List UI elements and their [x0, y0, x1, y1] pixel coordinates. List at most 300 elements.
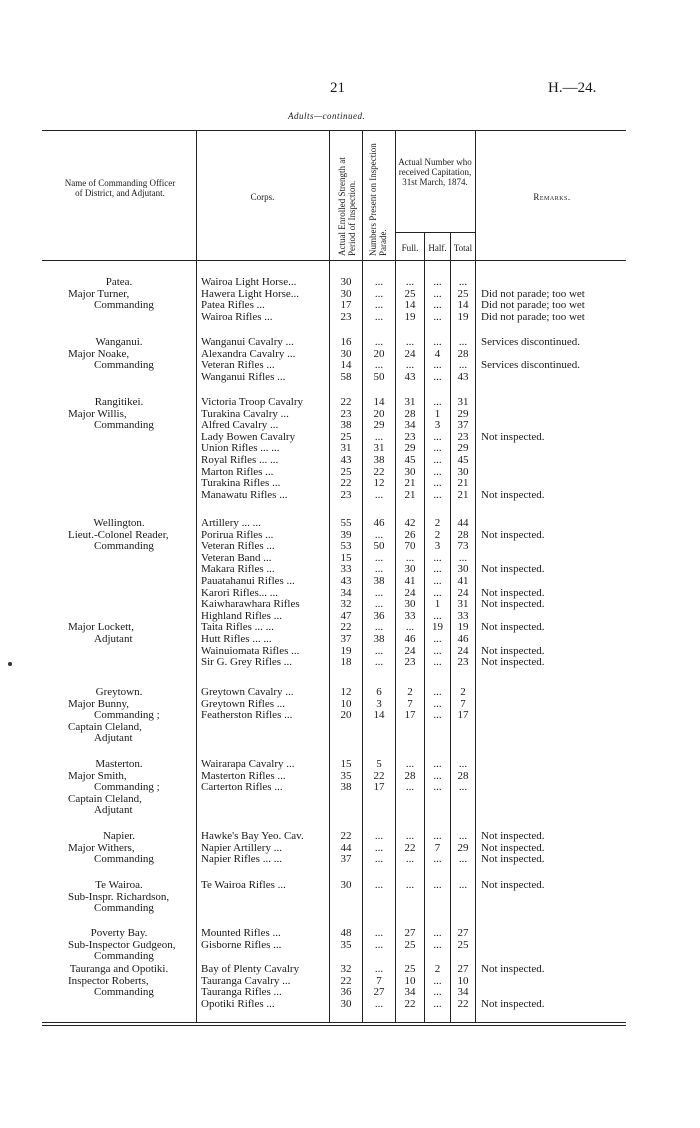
corps-cell: Wairarapa Cavalry ... — [201, 758, 295, 770]
enrolled-cell: 44 — [340, 841, 352, 854]
total-cell: 21 — [457, 488, 469, 501]
enrolled-cell: 43 — [340, 454, 352, 466]
enrolled-cell: 34 — [340, 586, 352, 599]
corps-cell: Highland Rifles ... — [201, 609, 282, 622]
commander-line: Commanding — [94, 540, 154, 553]
full-cell: 34 — [404, 419, 416, 432]
enrolled-cell: 15 — [340, 551, 352, 564]
half-cell: ... — [433, 758, 442, 770]
commander-line: Major Noake, — [68, 347, 130, 360]
total-cell: ... — [458, 336, 468, 348]
total-cell: 45 — [457, 454, 469, 466]
commander-line: Commanding ; — [94, 709, 160, 722]
total-cell: 28 — [457, 769, 469, 782]
corps-cell: Greytown Rifles ... — [201, 697, 286, 710]
present-cell: 22 — [373, 769, 385, 782]
full-cell: 27 — [404, 927, 416, 939]
enrolled-cell: 35 — [340, 769, 352, 782]
present-cell: ... — [374, 841, 384, 854]
full-cell: 19 — [404, 310, 416, 323]
full-cell: 24 — [404, 644, 416, 657]
corps-cell: Union Rifles ... ... — [201, 442, 280, 455]
corps-cell: Wainuiomata Rifles ... — [201, 644, 300, 657]
present-cell: ... — [374, 879, 384, 891]
full-cell: ... — [405, 359, 415, 372]
present-cell: ... — [374, 853, 384, 866]
present-cell: 38 — [373, 633, 385, 645]
half-cell: ... — [433, 830, 442, 842]
full-cell: 23 — [404, 656, 416, 669]
corps-cell: Royal Rifles ... ... — [201, 454, 279, 466]
enrolled-cell: 25 — [340, 430, 352, 443]
corps-cell: Masterton Rifles ... — [201, 769, 286, 782]
col-header-total: Total — [453, 243, 473, 253]
col-header-remarks: Remarks. — [533, 192, 571, 202]
corps-cell: Makara Rifles ... — [201, 563, 275, 576]
present-cell: 50 — [373, 370, 385, 383]
total-cell: 24 — [457, 644, 469, 657]
page-number: 21 — [330, 80, 345, 96]
corps-cell: Kaiwharawhara Rifles — [201, 598, 300, 611]
col-header-commander: Name of Commanding Officer of District, and Adjutant. — [64, 178, 176, 198]
remarks-cell: Not inspected. — [481, 586, 545, 599]
half-cell: ... — [433, 686, 442, 698]
full-cell: 7 — [407, 697, 413, 710]
half-cell: ... — [433, 853, 442, 866]
enrolled-cell: 39 — [340, 528, 352, 541]
total-cell: 2 — [460, 686, 466, 698]
col-divider — [329, 130, 330, 1022]
total-cell: 27 — [457, 963, 469, 975]
enrolled-cell: 33 — [340, 563, 352, 576]
commander-line: Adjutant — [94, 633, 133, 645]
capitation-subheader-rule — [395, 232, 475, 233]
present-cell: 12 — [373, 477, 385, 490]
half-cell: 2 — [434, 517, 441, 529]
col-divider — [196, 130, 197, 1022]
commander-line: Major Bunny, — [68, 697, 130, 710]
full-cell: 26 — [404, 528, 416, 541]
enrolled-cell: 55 — [340, 517, 352, 529]
corps-cell: Hawera Light Horse... — [201, 287, 300, 300]
commander-line: Rangitikei. — [94, 396, 144, 408]
full-cell: 21 — [404, 488, 416, 501]
col-divider — [475, 130, 476, 1022]
present-cell: ... — [374, 830, 384, 842]
half-cell: ... — [433, 551, 442, 564]
half-cell: ... — [433, 477, 442, 490]
enrolled-cell: 23 — [340, 488, 352, 501]
enrolled-cell: 37 — [340, 853, 352, 866]
half-cell: 1 — [434, 407, 441, 420]
present-cell: 3 — [376, 697, 382, 710]
half-cell: ... — [433, 396, 442, 408]
remarks-cell: Not inspected. — [481, 644, 545, 657]
commander-line: Wanganui. — [95, 336, 143, 348]
present-cell: ... — [374, 598, 384, 611]
present-cell: ... — [374, 276, 384, 288]
present-cell: ... — [374, 963, 384, 975]
corps-cell: Mounted Rifles ... — [201, 927, 281, 939]
present-cell: ... — [374, 656, 384, 669]
full-cell: 70 — [404, 540, 416, 553]
col-header-corps: Corps. — [250, 192, 275, 202]
remarks-cell: Did not parade; too wet — [481, 299, 585, 312]
commander-line: Masterton. — [95, 758, 143, 770]
half-cell: ... — [433, 974, 442, 987]
half-cell: ... — [433, 336, 442, 348]
present-cell: 38 — [373, 575, 385, 587]
enrolled-cell: 36 — [340, 986, 352, 999]
present-cell: ... — [374, 927, 384, 939]
full-cell: 28 — [404, 769, 416, 782]
half-cell: 2 — [434, 528, 441, 541]
half-cell: ... — [433, 276, 442, 288]
present-cell: ... — [374, 528, 384, 541]
half-cell: ... — [433, 442, 442, 455]
col-header-half: Half. — [428, 243, 447, 253]
total-cell: ... — [458, 359, 468, 372]
table-bottom-rule-2 — [42, 1025, 626, 1026]
present-cell: 6 — [376, 686, 382, 698]
full-cell: 31 — [404, 396, 416, 408]
corps-cell: Marton Rifles ... — [201, 465, 274, 478]
total-cell: 30 — [457, 563, 469, 576]
total-cell: 25 — [457, 938, 469, 951]
full-cell: 2 — [407, 686, 413, 698]
enrolled-cell: 22 — [340, 477, 352, 490]
present-cell: 22 — [373, 465, 385, 478]
remarks-cell: Not inspected. — [481, 841, 545, 854]
commander-line: Te Wairoa. — [95, 879, 143, 891]
commander-line: Adjutant — [94, 804, 133, 817]
full-cell: ... — [405, 336, 415, 348]
enrolled-cell: 53 — [340, 540, 352, 553]
commander-line: Commanding — [94, 359, 154, 372]
half-cell: 1 — [434, 598, 441, 611]
present-cell: 17 — [373, 781, 385, 794]
half-cell: ... — [433, 488, 442, 501]
commander-line: Sub-Inspector Gudgeon, — [68, 938, 176, 951]
present-cell: ... — [374, 310, 384, 323]
remarks-cell: Not inspected. — [481, 621, 545, 634]
total-cell: 73 — [457, 540, 469, 553]
half-cell: 4 — [434, 347, 441, 360]
full-cell: ... — [405, 781, 415, 794]
half-cell: ... — [433, 609, 442, 622]
remarks-cell: Not inspected. — [481, 563, 545, 576]
present-cell: ... — [374, 997, 384, 1010]
half-cell: ... — [433, 563, 442, 576]
full-cell: ... — [405, 551, 415, 564]
corps-cell: Gisborne Rifles ... — [201, 938, 282, 951]
remarks-cell: Did not parade; too wet — [481, 310, 585, 323]
remarks-cell: Did not parade; too wet — [481, 287, 585, 300]
half-cell: 2 — [434, 963, 441, 975]
header-bottom-rule — [42, 260, 626, 261]
half-cell: ... — [433, 938, 442, 951]
half-cell: ... — [433, 575, 442, 587]
table-subtitle: Adults—continued. — [288, 111, 366, 121]
total-cell: 34 — [457, 986, 469, 999]
col-header-full: Full. — [401, 243, 419, 253]
table-top-rule — [42, 130, 626, 131]
full-cell: 34 — [404, 986, 416, 999]
full-cell: 22 — [404, 997, 416, 1010]
present-cell: 36 — [373, 609, 385, 622]
commander-line: Major Lockett, — [68, 621, 134, 634]
corps-cell: Taita Rifles ... ... — [201, 621, 274, 634]
enrolled-cell: 30 — [340, 879, 352, 891]
enrolled-cell: 22 — [340, 621, 352, 634]
half-cell: ... — [433, 287, 442, 300]
total-cell: 31 — [457, 598, 469, 611]
corps-cell: Greytown Cavalry ... — [201, 686, 294, 698]
corps-cell: Artillery ... ... — [201, 517, 261, 529]
total-cell: 43 — [457, 370, 469, 383]
total-cell: 29 — [457, 407, 469, 420]
corps-cell: Veteran Band ... — [201, 551, 272, 564]
enrolled-cell: 22 — [340, 830, 352, 842]
present-cell: 14 — [373, 709, 385, 722]
total-cell: ... — [458, 879, 468, 891]
half-cell: ... — [433, 370, 442, 383]
col-header-enrolled: Actual Enrolled Strength at Period of Inspection. — [337, 157, 357, 256]
corps-cell: Carterton Rifles ... — [201, 781, 283, 794]
corps-cell: Veteran Rifles ... — [201, 359, 275, 372]
total-cell: 21 — [457, 477, 469, 490]
remarks-cell: Not inspected. — [481, 528, 545, 541]
total-cell: ... — [458, 551, 468, 564]
total-cell: 28 — [457, 528, 469, 541]
half-cell: ... — [433, 310, 442, 323]
commander-line: Lieut.-Colonel Reader, — [68, 528, 169, 541]
col-header-capitation: Actual Number who received Capitation, 31st March, 1874. — [398, 157, 472, 187]
full-cell: 41 — [404, 575, 416, 587]
commander-line: Wellington. — [93, 517, 145, 529]
remarks-cell: Not inspected. — [481, 963, 545, 975]
total-cell: 10 — [457, 974, 469, 987]
total-cell: ... — [458, 276, 468, 288]
half-cell: ... — [433, 465, 442, 478]
commander-line: Commanding — [94, 902, 154, 915]
full-cell: 30 — [404, 465, 416, 478]
enrolled-cell: 30 — [340, 997, 352, 1010]
corps-cell: Karori Rifles... ... — [201, 586, 278, 599]
present-cell: ... — [374, 621, 384, 634]
full-cell: 25 — [404, 938, 416, 951]
margin-dot — [8, 662, 12, 666]
full-cell: 14 — [404, 299, 416, 312]
enrolled-cell: 23 — [340, 310, 352, 323]
full-cell: 25 — [404, 287, 416, 300]
half-cell: ... — [433, 781, 442, 794]
half-cell: ... — [433, 359, 442, 372]
present-cell: ... — [374, 586, 384, 599]
enrolled-cell: 20 — [340, 709, 352, 722]
commander-line: Sub-Inspr. Richardson, — [68, 890, 170, 903]
total-cell: 44 — [457, 517, 469, 529]
full-cell: 25 — [404, 963, 416, 975]
present-cell: 38 — [373, 454, 385, 466]
enrolled-cell: 18 — [340, 656, 352, 669]
enrolled-cell: 14 — [340, 359, 352, 372]
remarks-cell: Not inspected. — [481, 598, 545, 611]
enrolled-cell: 30 — [340, 347, 352, 360]
corps-cell: Napier Artillery ... — [201, 841, 282, 854]
commander-line: Major Willis, — [68, 407, 127, 420]
corps-cell: Opotiki Rifles ... — [201, 997, 275, 1010]
commander-line: Napier. — [102, 830, 136, 842]
total-cell: 37 — [457, 419, 469, 432]
half-cell: ... — [433, 697, 442, 710]
present-cell: 7 — [376, 974, 382, 987]
enrolled-cell: 10 — [340, 697, 352, 710]
half-cell: ... — [433, 927, 442, 939]
commander-line: Inspector Roberts, — [68, 974, 149, 987]
remarks-cell: Not inspected. — [481, 656, 545, 669]
corps-cell: Manawatu Rifles ... — [201, 488, 288, 501]
remarks-cell: Not inspected. — [481, 830, 545, 842]
full-cell: 10 — [404, 974, 416, 987]
total-cell: 19 — [457, 621, 469, 634]
enrolled-cell: 38 — [340, 419, 352, 432]
commander-line: Poverty Bay. — [90, 927, 148, 939]
present-cell: ... — [374, 430, 384, 443]
corps-cell: Te Wairoa Rifles ... — [201, 879, 286, 891]
total-cell: 31 — [457, 396, 469, 408]
total-cell: 24 — [457, 586, 469, 599]
commander-line: Adjutant — [94, 732, 133, 745]
half-cell: ... — [433, 633, 442, 645]
corps-cell: Tauranga Rifles ... — [201, 986, 282, 999]
corps-cell: Wairoa Light Horse... — [201, 276, 297, 288]
full-cell: 28 — [404, 407, 416, 420]
corps-cell: Tauranga Cavalry ... — [201, 974, 291, 987]
corps-cell: Turakina Rifles ... — [201, 477, 281, 490]
enrolled-cell: 38 — [340, 781, 352, 794]
full-cell: 43 — [404, 370, 416, 383]
table-bottom-rule — [42, 1022, 626, 1023]
enrolled-cell: 43 — [340, 575, 352, 587]
commander-line: Major Smith, — [68, 769, 127, 782]
full-cell: 24 — [404, 586, 416, 599]
corps-cell: Patea Rifles ... — [201, 299, 265, 312]
corps-cell: Napier Rifles ... ... — [201, 853, 282, 866]
corps-cell: Wairoa Rifles ... — [201, 310, 273, 323]
enrolled-cell: 16 — [340, 336, 352, 348]
half-cell: ... — [433, 430, 442, 443]
commander-line: Captain Cleland, — [68, 720, 142, 733]
present-cell: ... — [374, 336, 384, 348]
corps-cell: Alfred Cavalry ... — [201, 419, 279, 432]
corps-cell: Porirua Rifles ... — [201, 528, 274, 541]
remarks-cell: Not inspected. — [481, 430, 545, 443]
commander-line: Commanding — [94, 853, 154, 866]
total-cell: 7 — [460, 697, 466, 710]
corps-cell: Sir G. Grey Rifles ... — [201, 656, 293, 669]
present-cell: ... — [374, 938, 384, 951]
total-cell: ... — [458, 781, 468, 794]
half-cell: 3 — [434, 419, 441, 432]
corps-cell: Victoria Troop Cavalry — [201, 396, 303, 408]
remarks-cell: Not inspected. — [481, 997, 545, 1010]
enrolled-cell: 22 — [340, 974, 352, 987]
total-cell: 23 — [457, 430, 469, 443]
full-cell: 23 — [404, 430, 416, 443]
present-cell: 5 — [376, 758, 382, 770]
present-cell: 46 — [373, 517, 385, 529]
remarks-cell: Services discontinued. — [481, 336, 580, 348]
commander-line: Commanding — [94, 419, 154, 432]
commander-line: Commanding — [94, 950, 154, 963]
half-cell: ... — [433, 709, 442, 722]
full-cell: 30 — [404, 598, 416, 611]
commander-line: Captain Cleland, — [68, 792, 142, 805]
half-cell: ... — [433, 879, 442, 891]
col-header-present: Numbers Present on Inspection Parade. — [368, 143, 388, 256]
full-cell: ... — [405, 830, 415, 842]
total-cell: 22 — [457, 997, 469, 1010]
enrolled-cell: 25 — [340, 465, 352, 478]
half-cell: ... — [433, 299, 442, 312]
half-cell: ... — [433, 644, 442, 657]
total-cell: ... — [458, 853, 468, 866]
enrolled-cell: 31 — [340, 442, 352, 455]
enrolled-cell: 17 — [340, 299, 352, 312]
present-cell: ... — [374, 287, 384, 300]
commander-line: Commanding — [94, 299, 154, 312]
corps-cell: Lady Bowen Cavalry — [201, 430, 296, 443]
corps-cell: Bay of Plenty Cavalry — [201, 963, 300, 975]
present-cell: 29 — [373, 419, 385, 432]
total-cell: 23 — [457, 656, 469, 669]
half-cell: 19 — [432, 621, 443, 634]
half-cell: ... — [433, 997, 442, 1010]
enrolled-cell: 58 — [340, 370, 352, 383]
full-cell: 29 — [404, 442, 416, 455]
present-cell: 27 — [373, 986, 385, 999]
present-cell: ... — [374, 563, 384, 576]
present-cell: ... — [374, 299, 384, 312]
total-cell: 33 — [457, 609, 469, 622]
enrolled-cell: 37 — [340, 633, 352, 645]
full-cell: 22 — [404, 841, 416, 854]
corps-cell: Pauatahanui Rifles ... — [201, 575, 295, 587]
corps-cell: Featherston Rifles ... — [201, 709, 293, 722]
corps-cell: Wanganui Cavalry ... — [201, 336, 294, 348]
present-cell: ... — [374, 551, 384, 564]
full-cell: 24 — [404, 347, 416, 360]
full-cell: 42 — [404, 517, 416, 529]
commander-line: Commanding ; — [94, 781, 160, 794]
full-cell: 21 — [404, 477, 416, 490]
full-cell: 17 — [404, 709, 416, 722]
col-divider — [362, 130, 363, 1022]
half-cell: ... — [433, 454, 442, 466]
half-cell: 7 — [434, 841, 441, 854]
present-cell: 31 — [373, 442, 385, 455]
commander-line: Tauranga and Opotiki. — [69, 963, 169, 975]
full-cell: ... — [405, 276, 415, 288]
present-cell: ... — [374, 488, 384, 501]
commander-line: Greytown. — [95, 686, 143, 698]
full-cell: ... — [405, 621, 415, 634]
corps-cell: Veteran Rifles ... — [201, 540, 275, 553]
remarks-cell: Not inspected. — [481, 488, 545, 501]
full-cell: 30 — [404, 563, 416, 576]
enrolled-cell: 32 — [340, 598, 352, 611]
